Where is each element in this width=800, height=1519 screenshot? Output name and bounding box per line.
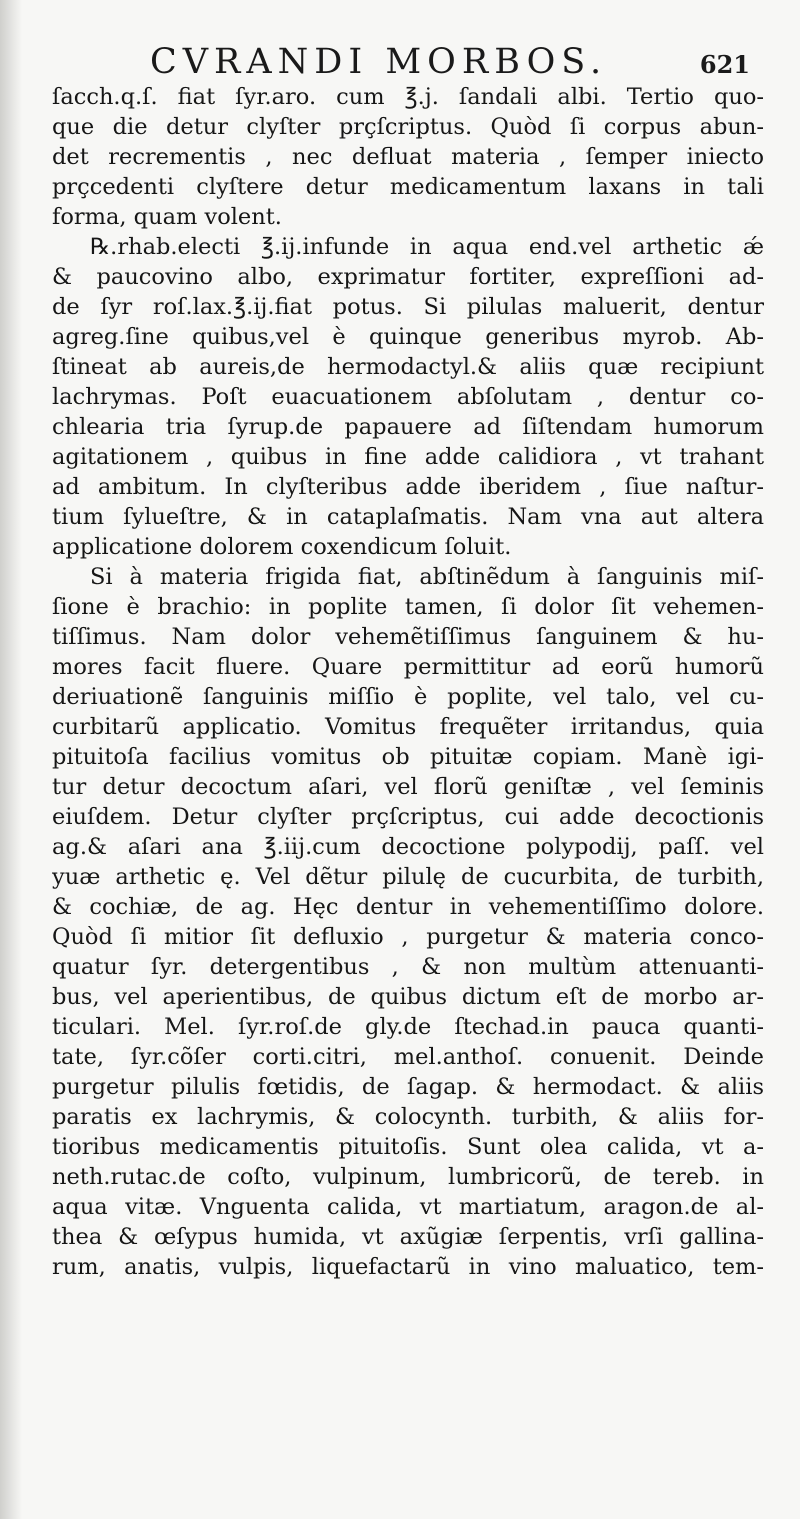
- text-line: ad ambitum. In clyſteribus adde iberidem , ſiue naſtur-: [52, 474, 764, 500]
- text-line: & paucovino albo, exprimatur fortiter, expreſſioni ad-: [52, 264, 764, 290]
- text-line: applicatione dolorem coxendicum ſoluit.: [52, 534, 512, 560]
- text-line: paratis ex lachrymis, & colocynth. turbith, & aliis for-: [52, 1104, 764, 1130]
- text-line: eiuſdem. Detur clyſter prçſcriptus, cui adde decoctionis: [52, 804, 764, 830]
- text-line: que die detur clyſter prçſcriptus. Quòd ſi corpus abun-: [52, 114, 764, 140]
- text-line: rum, anatis, vulpis, liquefactarũ in vino maluatico, tem-: [52, 1254, 764, 1280]
- text-line: purgetur pilulis fœtidis, de ſagap. & hermodact. & aliis: [52, 1074, 764, 1100]
- text-line: tiſſimus. Nam dolor vehemẽtiſſimus ſanguinem & hu-: [52, 624, 764, 650]
- text-line: ticulari. Mel. ſyr.roſ.de gly.de ſtechad.in pauca quanti-: [52, 1014, 764, 1040]
- text-line: tur detur decoctum aſari, vel florũ geniſtæ , vel ſeminis: [52, 774, 764, 800]
- text-line: thea & œſypus humida, vt axũgiæ ſerpentis, vrſi gallina-: [52, 1224, 764, 1250]
- text-line: chlearia tria ſyrup.de papauere ad ſiſtendam humorum: [52, 414, 764, 440]
- text-line: aqua vitæ. Vnguenta calida, vt martiatum, aragon.de al-: [52, 1194, 764, 1220]
- text-line: ſione è brachio: in poplite tamen, ſi dolor ſit vehemen-: [52, 594, 764, 620]
- text-line: ſtineat ab aureis,de hermodactyl.& aliis quæ recipiunt: [52, 354, 764, 380]
- text-line: yuæ arthetic ę. Vel dẽtur pilulę de cucurbita, de turbith,: [52, 864, 764, 890]
- page-header: [60, 42, 760, 86]
- text-line: deriuationẽ ſanguinis miſſio è poplite, vel talo, vel cu-: [52, 684, 764, 710]
- text-line: neth.rutac.de coſto, vulpinum, lumbricorũ, de tereb. in: [52, 1164, 764, 1190]
- text-line: det recrementis , nec defluat materia , ſemper iniecto: [52, 144, 764, 170]
- text-line: forma, quam volent.: [52, 204, 282, 230]
- text-line: quatur ſyr. detergentibus , & non multùm attenuanti-: [52, 954, 764, 980]
- text-line: tium ſylueſtre, & in cataplaſmatis. Nam vna aut altera: [52, 504, 764, 530]
- text-line: agreg.ſine quibus,vel è quinque generibus myrob. Ab-: [52, 324, 764, 350]
- text-line: ſacch.q.ſ. fiat ſyr.aro. cum ℥.j. ſandali albi. Tertio quo-: [52, 84, 764, 110]
- text-line: ag.& aſari ana ℥.iij.cum decoctione polypodij, paſſ. vel: [52, 834, 764, 860]
- page-number: 621: [699, 50, 750, 79]
- text-line: agitationem , quibus in fine adde calidiora , vt trahant: [52, 444, 764, 470]
- text-line: tate, ſyr.cõſer corti.citri, mel.anthoſ. conuenit. Deinde: [52, 1044, 764, 1070]
- text-line: ℞.rhab.electi ℥.ij.infunde in aqua end.vel arthetic ǽ: [90, 234, 764, 260]
- text-line: lachrymas. Poſt euacuationem abſolutam , dentur co-: [52, 384, 764, 410]
- running-head: CVRANDI MORBOS.: [150, 42, 608, 82]
- text-line: curbitarũ applicatio. Vomitus frequẽter irritandus, quia: [52, 714, 764, 740]
- text-line: mores facit fluere. Quare permittitur ad eorũ humorũ: [52, 654, 764, 680]
- text-line: Si à materia frigida fiat, abſtinẽdum à ſanguinis miſ-: [90, 564, 764, 590]
- text-line: bus, vel aperientibus, de quibus dictum eſt de morbo ar-: [52, 984, 764, 1010]
- text-line: de ſyr roſ.lax.℥.ij.fiat potus. Si pilulas maluerit, dentur: [52, 294, 764, 320]
- text-line: prçcedenti clyſtere detur medicamentum laxans in tali: [52, 174, 764, 200]
- text-line: Quòd ſi mitior ſit defluxio , purgetur & materia conco-: [52, 924, 764, 950]
- text-line: pituitoſa facilius vomitus ob pituitæ copiam. Manè igi-: [52, 744, 764, 770]
- text-line: tioribus medicamentis pituitoſis. Sunt olea calida, vt a-: [52, 1134, 764, 1160]
- text-line: & cochiæ, de ag. Hęc dentur in vehementiſſimo dolore.: [52, 894, 764, 920]
- body-text: [52, 82, 764, 1282]
